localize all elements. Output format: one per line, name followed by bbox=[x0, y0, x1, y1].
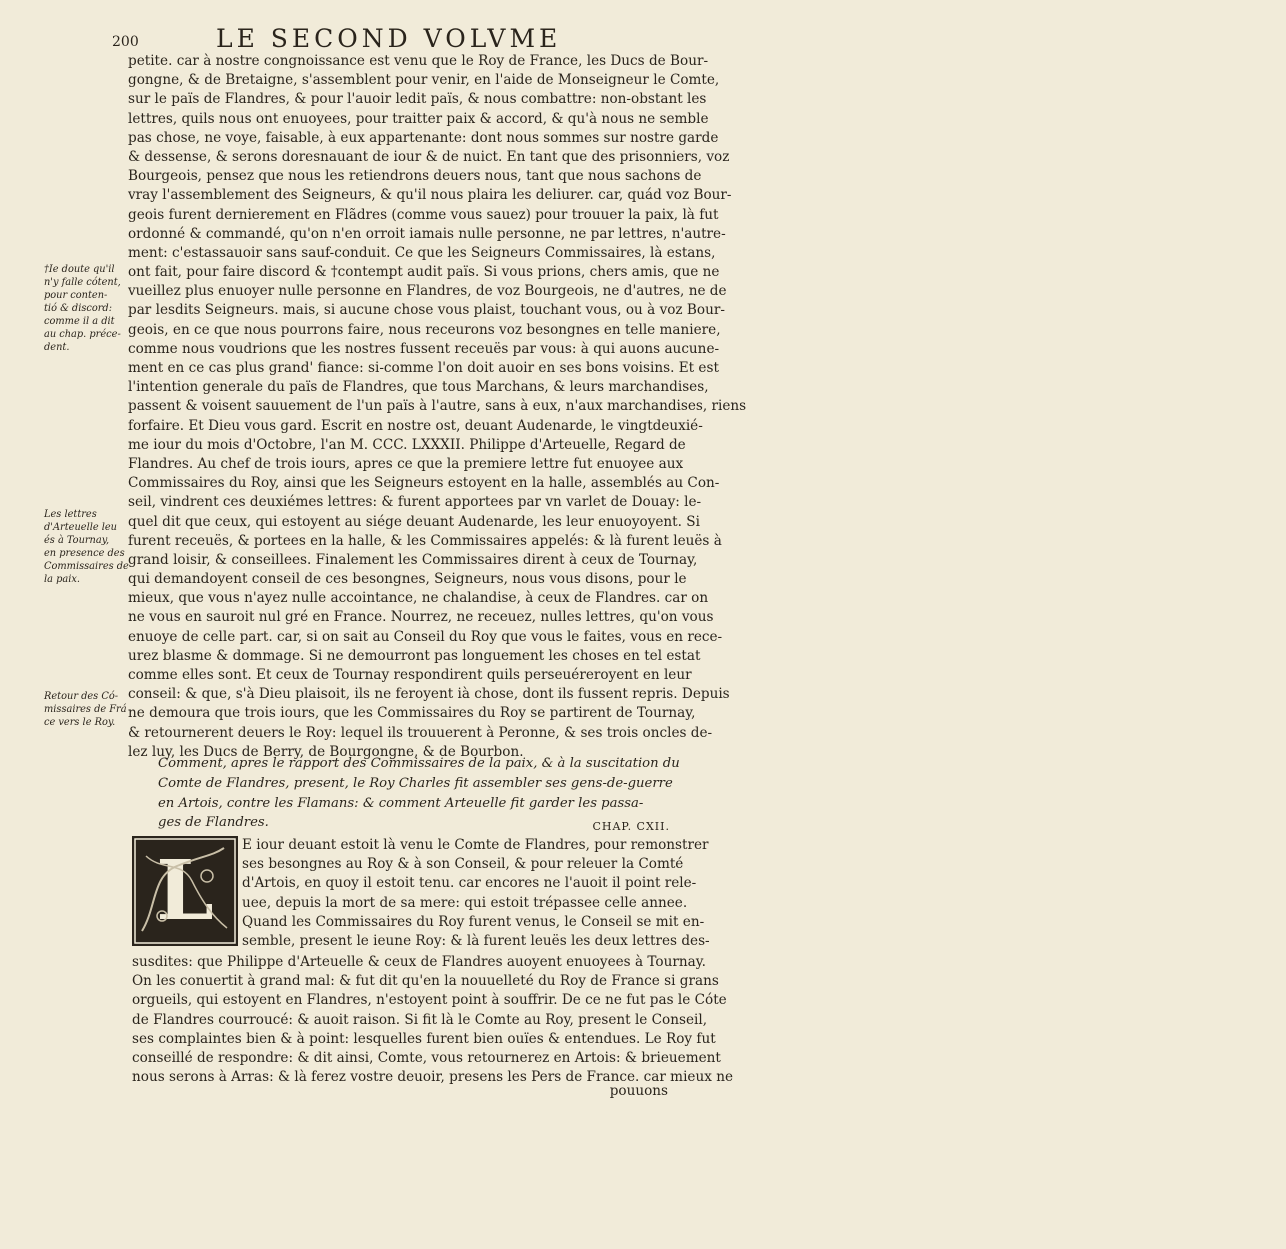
text-line: lez luy, les Ducs de Berry, de Bourgongne, & de Bourbon. bbox=[128, 743, 524, 760]
text-line: furent receuës, & portees en la halle, & les Commissaires appelés: & là furent leuës à bbox=[128, 532, 722, 549]
text-line: Flandres. Au chef de trois iours, apres ce que la premiere lettre fut enuoyee aux bbox=[128, 455, 684, 472]
margin-note-line: comme il a dit bbox=[44, 316, 115, 327]
margin-note-line: Les lettres bbox=[44, 509, 97, 520]
text-line: ne vous en sauroit nul gré en France. Nourrez, ne receuez, nulles lettres, qu'on vous bbox=[128, 609, 714, 626]
text-line: uee, depuis la mort de sa mere: qui estoit trépassee celle annee. bbox=[242, 894, 688, 911]
paragraph-continuation bbox=[132, 953, 734, 1087]
text-line: & retournerent deuers le Roy: lequel ils trouuerent à Peronne, & ses trois oncles de- bbox=[128, 724, 713, 741]
text-line: ses complaintes bien & à point: lesquelles furent bien ouïes & entendues. Le Roy fut bbox=[132, 1030, 716, 1047]
text-line: ne demoura que trois iours, que les Commissaires du Roy se partirent de Tournay, bbox=[128, 705, 696, 722]
text-line: Bourgeois, pensez que nous les retiendrons deuers nous, tant que nous sachons de bbox=[128, 168, 702, 185]
decorated-initial bbox=[132, 836, 238, 946]
margin-note-lettres bbox=[44, 508, 128, 586]
margin-note-line: en presence des bbox=[44, 548, 125, 559]
text-line: ses besongnes au Roy & à son Conseil, & pour releuer la Comté bbox=[242, 856, 684, 873]
text-line: passent & voisent sauuement de l'un païs à l'autre, sans à eux, n'aux marchandises, riens bbox=[128, 398, 747, 415]
text-line: semble, present le ieune Roy: & là furent leuës les deux lettres des- bbox=[242, 932, 710, 949]
text-line: Quand les Commissaires du Roy furent venus, le Conseil se mit en- bbox=[242, 913, 705, 930]
text-line: qui demandoyent conseil de ces besongnes, Seigneurs, nous vous disons, pour le bbox=[128, 571, 687, 588]
text-line: On les conuertit à grand mal: & fut dit qu'en la nouuelleté du Roy de France si grans bbox=[132, 973, 719, 990]
text-line: me iour du mois d'Octobre, l'an M. CCC. LXXXII. Philippe d'Arteuelle, Regard de bbox=[128, 436, 686, 453]
initial-letter: L bbox=[156, 843, 214, 939]
main-text-block bbox=[128, 52, 747, 762]
margin-note-line: Retour des Có- bbox=[44, 691, 119, 702]
chapter-heading-line: ges de Flandres. bbox=[158, 815, 269, 831]
margin-note-line: és à Tournay, bbox=[44, 535, 110, 546]
text-line: d'Artois, en quoy il estoit tenu. car encores ne l'auoit il point rele- bbox=[242, 875, 697, 892]
text-line: Commissaires du Roy, ainsi que les Seigneurs estoyent en la halle, assemblés au Con- bbox=[128, 475, 720, 492]
text-line: geois, en ce que nous pourrons faire, nous receurons voz besongnes en telle maniere, bbox=[128, 321, 721, 338]
margin-note-line: †Ie doute qu'il bbox=[44, 264, 115, 275]
text-line: & dessense, & serons doresnauant de iour & de nuict. En tant que des prisonniers, voz bbox=[128, 148, 730, 165]
text-line: E iour deuant estoit là venu le Comte de Flandres, pour remonstrer bbox=[242, 837, 709, 853]
text-line: pas chose, ne voye, faisable, à eux appartenante: dont nous sommes sur nostre garde bbox=[128, 129, 719, 146]
text-line: vray l'assemblement des Seigneurs, & qu'il nous plaira les deliurer. car, quád voz Bour- bbox=[128, 187, 732, 204]
text-line: geois furent dernierement en Flãdres (comme vous sauez) pour trouuer la paix, là fut bbox=[128, 206, 719, 223]
text-line: enuoye de celle part. car, si on sait au Conseil du Roy que vous le faites, vous en rece- bbox=[128, 628, 723, 645]
text-line: de Flandres courroucé: & auoit raison. Si fit là le Comte au Roy, present le Conseil, bbox=[132, 1011, 708, 1028]
text-line: comme elles sont. Et ceux de Tournay respondirent quils perseuéreroyent en leur bbox=[128, 667, 692, 683]
text-line: sur le païs de Flandres, & pour l'auoir ledit païs, & nous combattre: non-obstant les bbox=[128, 91, 707, 108]
margin-note-line: ce vers le Roy. bbox=[44, 717, 116, 728]
text-line: lettres, quils nous ont enuoyees, pour traitter paix & accord, & qu'à nous ne semble bbox=[128, 110, 709, 127]
text-line: conseillé de respondre: & dit ainsi, Comte, vous retournerez en Artois: & brieuement bbox=[132, 1049, 721, 1066]
text-line: grand loisir, & conseillees. Finalement les Commissaires dirent à ceux de Tournay, bbox=[128, 551, 698, 568]
text-line: ordonné & commandé, qu'on n'en orroit iamais nulle personne, ne par lettres, n'autre- bbox=[128, 225, 726, 242]
text-line: urez blasme & dommage. Si ne demourront pas longuement les choses en tel estat bbox=[128, 647, 701, 664]
margin-note-line: pour conten- bbox=[44, 290, 108, 301]
margin-note-line: Commissaires de bbox=[44, 561, 129, 572]
paragraph-beside-initial bbox=[242, 836, 710, 951]
catchword: pouuons bbox=[609, 1083, 668, 1099]
text-line: nous serons à Arras: & là ferez vostre deuoir, presens les Pers de France. car mieux ne bbox=[132, 1069, 734, 1086]
running-head: LE SECOND VOLVME bbox=[216, 24, 562, 53]
margin-note-line: dent. bbox=[44, 342, 70, 353]
text-line: ont fait, pour faire discord & †contempt audit païs. Si vous prions, chers amis, que ne bbox=[128, 264, 720, 281]
text-line: l'intention generale du païs de Flandres, que tous Marchans, & leurs marchandises, bbox=[128, 379, 709, 396]
text-line: orgueils, qui estoyent en Flandres, n'estoyent point à souffrir. De ce ne fut pas le Cóte bbox=[132, 992, 727, 1009]
margin-note-line: d'Arteuelle leu bbox=[44, 522, 117, 533]
text-line: vueillez plus enuoyer nulle personne en Flandres, de voz Bourgeois, ne d'autres, ne de bbox=[128, 283, 727, 300]
chapter-heading-line: Comte de Flandres, present, le Roy Charles fit assembler ses gens-de-guerre bbox=[158, 775, 673, 791]
text-line: conseil: & que, s'à Dieu plaisoit, ils ne feroyent ià chose, dont ils fussent repris. Depuis bbox=[128, 686, 730, 703]
text-line: par lesdits Seigneurs. mais, si aucune chose vous plaist, touchant vous, ou à voz Bour- bbox=[128, 302, 725, 319]
text-line: ment en ce cas plus grand' fiance: si-comme l'on doit auoir en ses bons voisins. Et est bbox=[128, 360, 719, 376]
chapter-heading bbox=[158, 754, 680, 834]
text-line: seil, vindrent ces deuxiémes lettres: & furent apportees par vn varlet de Douay: le- bbox=[128, 494, 702, 511]
margin-note-line: n'y falle cótent, bbox=[44, 277, 121, 288]
text-line: forfaire. Et Dieu vous gard. Escrit en nostre ost, deuant Audenarde, le vingtdeuxié- bbox=[128, 417, 703, 434]
text-line: petite. car à nostre congnoissance est venu que le Roy de France, les Ducs de Bour- bbox=[128, 53, 709, 69]
text-line: gongne, & de Bretaigne, s'assemblent pour venir, en l'aide de Monseigneur le Comte, bbox=[128, 72, 720, 89]
text-line: mieux, que vous n'ayez nulle accointance, ne chalandise, à ceux de Flandres. car on bbox=[128, 590, 709, 607]
chapter-heading-line: en Artois, contre les Flamans: & comment Arteuelle fit garder les passa- bbox=[158, 795, 644, 811]
chapter-heading-line: Comment, apres le rapport des Commissaires de la paix, & à la suscitation du bbox=[158, 756, 680, 771]
chapter-label: CHAP. CXII. bbox=[592, 820, 670, 834]
margin-note-contempt bbox=[44, 263, 128, 354]
margin-note-line: au chap. préce- bbox=[44, 329, 121, 340]
text-line: ment: c'estassauoir sans sauf-conduit. Ce que les Seigneurs Commissaires, là estans, bbox=[128, 244, 716, 261]
text-line: susdites: que Philippe d'Arteuelle & ceux de Flandres auoyent enuoyees à Tournay. bbox=[132, 954, 706, 970]
text-line: quel dit que ceux, qui estoyent au siége deuant Audenarde, les leur enuoyoyent. Si bbox=[128, 513, 700, 530]
initial-ornament-icon bbox=[132, 836, 238, 946]
margin-note-line: missaires de Frá bbox=[44, 704, 127, 715]
page-number: 200 bbox=[112, 34, 139, 50]
margin-note-line: tió & discord: bbox=[44, 303, 112, 314]
margin-note-line: la paix. bbox=[44, 574, 80, 585]
margin-note-retour bbox=[44, 690, 128, 729]
text-line: comme nous voudrions que les nostres fussent receuës par vous: à qui auons aucune- bbox=[128, 340, 720, 357]
